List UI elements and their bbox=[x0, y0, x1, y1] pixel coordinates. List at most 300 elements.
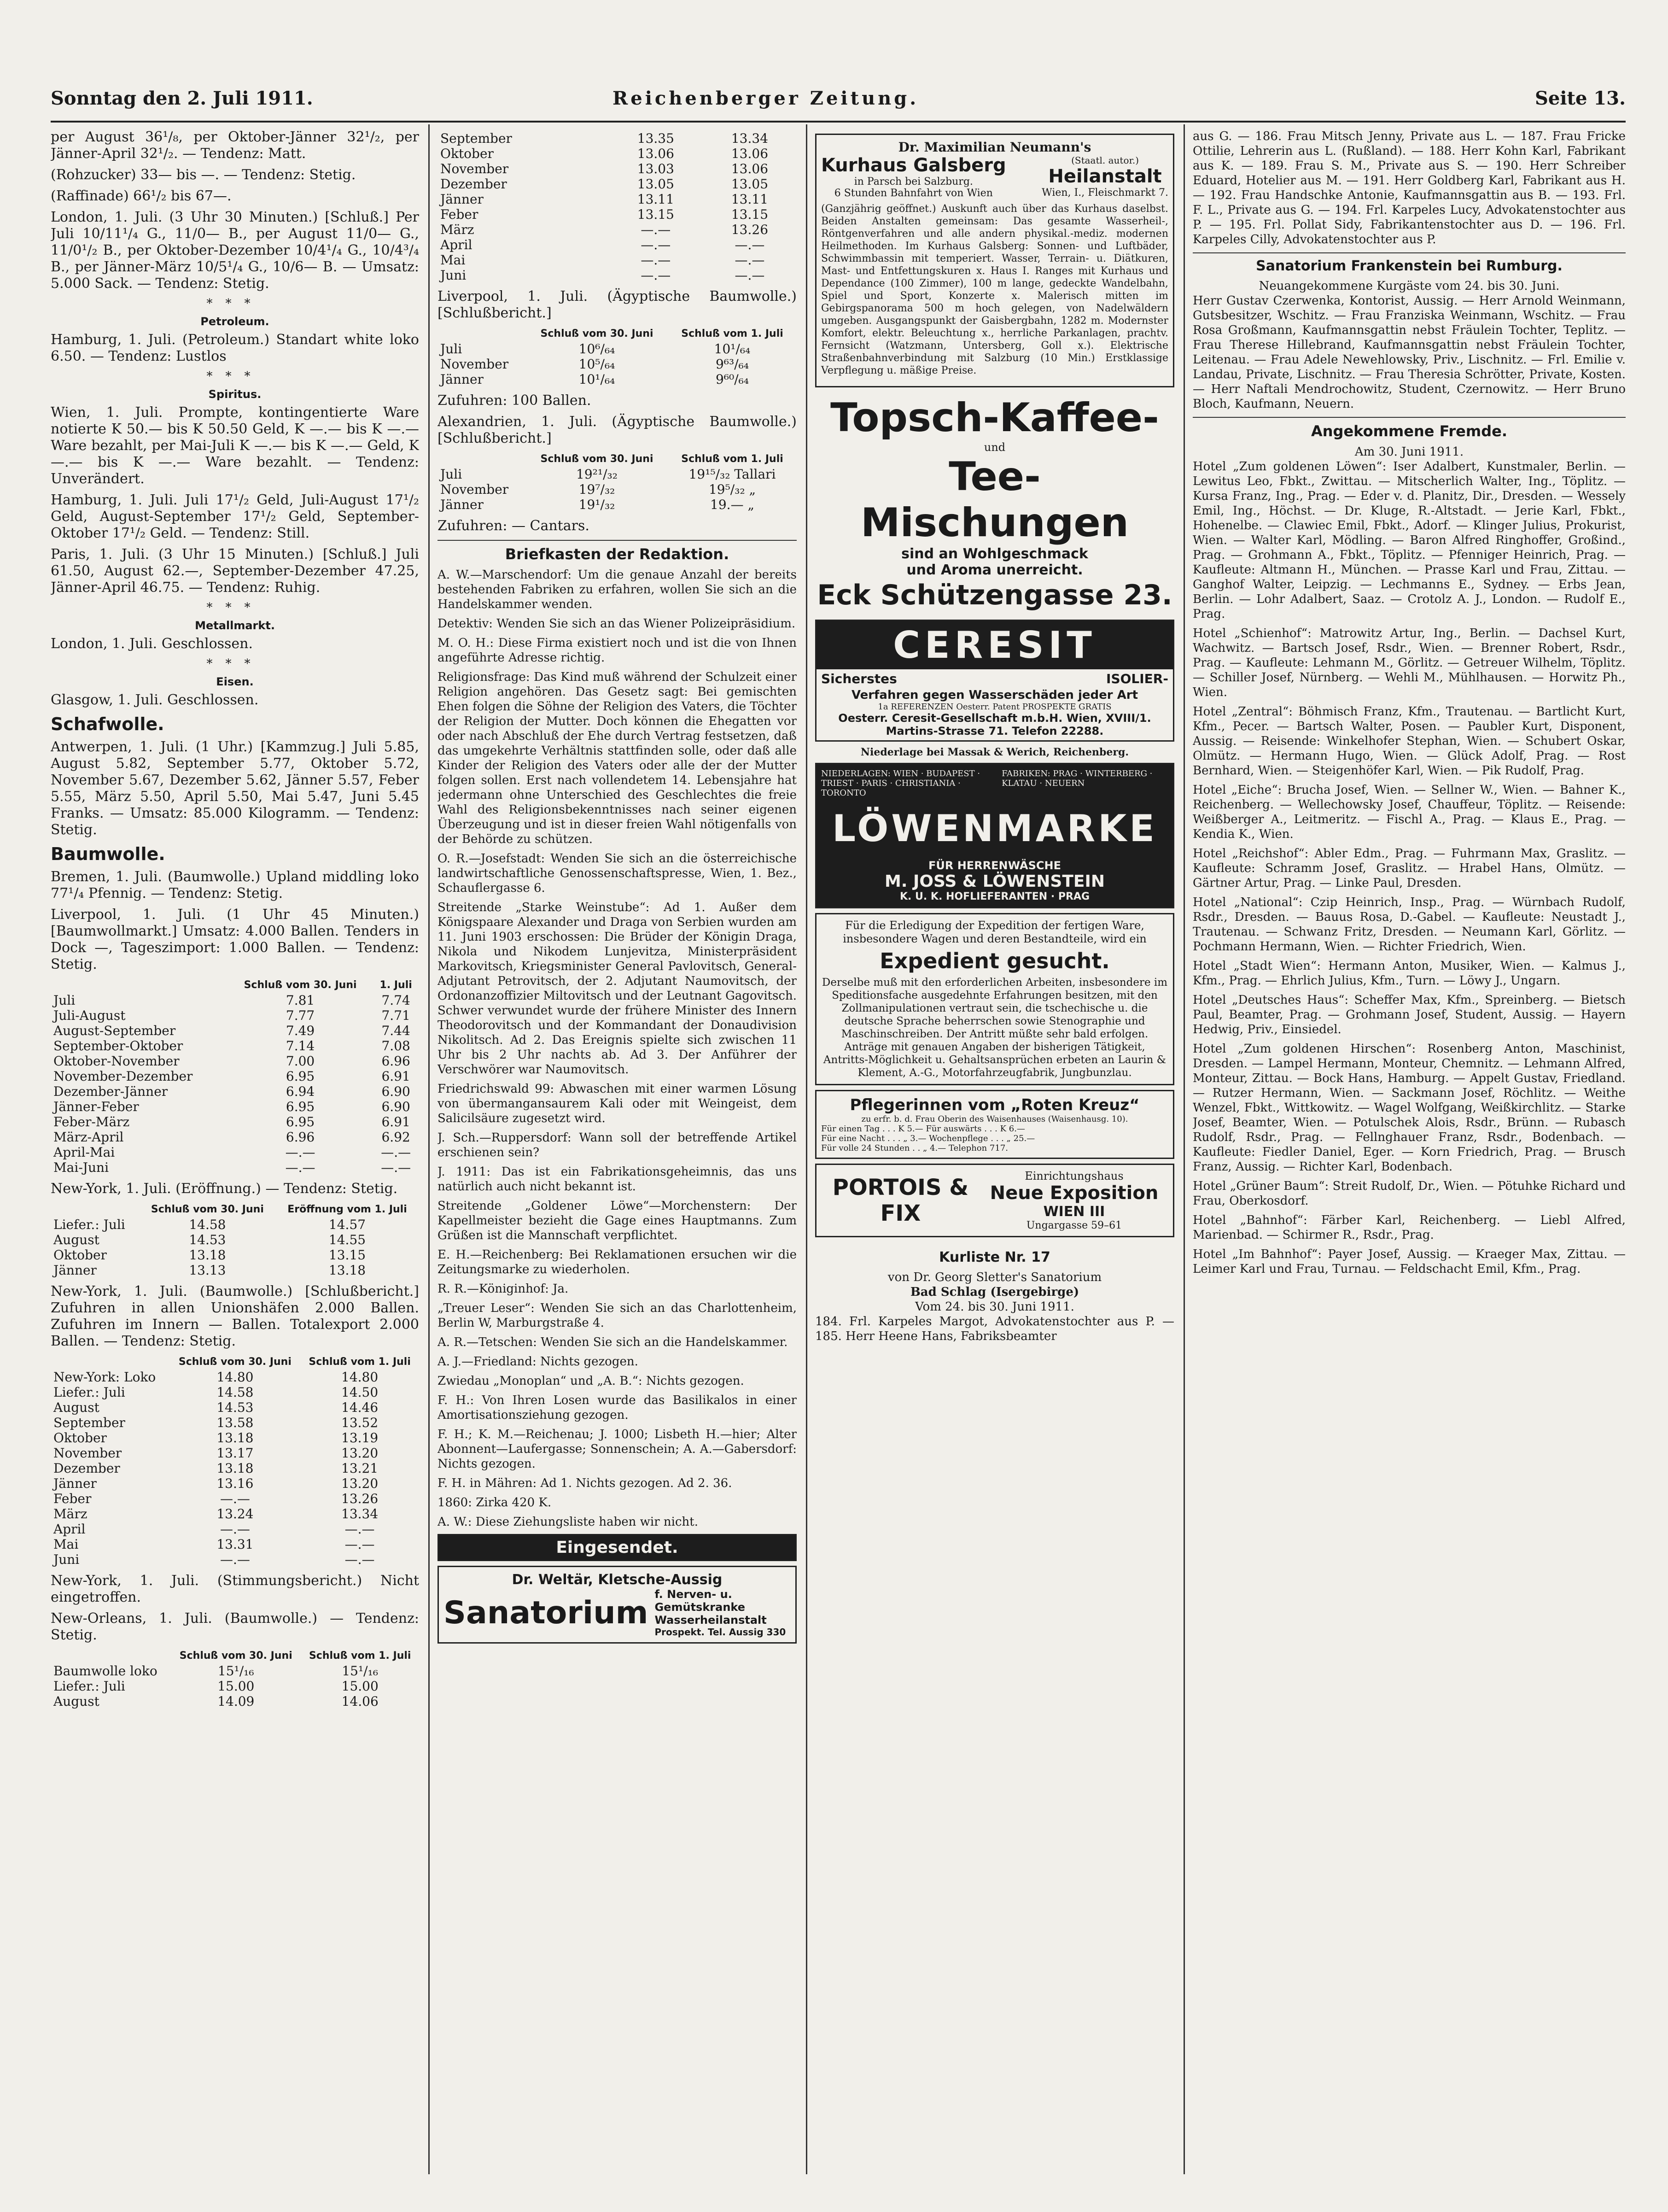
table-cell: 6.96 bbox=[381, 1053, 410, 1069]
ad-body: Derselbe muß mit den erforderlichen Arbeiten, insbesondere im Speditionsfache ausgedehnte Erfahrungen besitzen, mit den Zollmanipulationen vertraut sein, die tschechische u. die deutsche Sprache beherrschen sowie Stenographie und Maschinschreiben. Der Antritt müßte sehr bald erfolgen. Anträge mit genauen Angaben der bisherigen Tätigkeit, Antritts-Möglichkeit u. Gehaltsansprüchen erbeten an Laurin & Klement, A.-G., Motorfahrzeugfabrik, Jungbunzlau. bbox=[822, 977, 1168, 1079]
loewenmarke-advertisement bbox=[815, 763, 1174, 908]
table-cell: 10¹/₆₄ bbox=[578, 372, 615, 387]
table-cell: 6.95 bbox=[286, 1069, 315, 1084]
table-row bbox=[51, 1129, 419, 1145]
table-cell: 13.35 bbox=[637, 131, 674, 146]
table-row bbox=[437, 482, 797, 497]
table-header-cell bbox=[51, 1354, 170, 1369]
hotel-guest-list: Hotel „Grüner Baum“: Streit Rudolf, Dr., Wien. — Pötuhke Richard und Frau, Oberkosdorf. bbox=[1193, 1179, 1626, 1208]
table-header-cell: Schluß vom 30. Juni bbox=[178, 1356, 292, 1368]
table-cell: Mai bbox=[53, 1537, 79, 1552]
table-cell: 13.03 bbox=[637, 161, 674, 176]
table-cell: 14.53 bbox=[216, 1400, 254, 1415]
ad-line: Einrichtungshaus bbox=[1025, 1170, 1124, 1182]
sanatorium-heading: Sanatorium Frankenstein bei Rumburg. bbox=[1193, 252, 1626, 274]
ad-sanatorium-word: Sanatorium bbox=[443, 1594, 648, 1631]
letter-reply: Streitende „Starke Weinstube“: Ad 1. Außer dem Königspaare Alexander und Draga von Serbien wurden am 11. Juni 1903 erschossen: Die Brüder der Königin Draga, Nikola und Nikodem Lunjevitza, Ministerpräsident Markovitsch, Kriegsminister General Pavlovitsch, General-Adjutant Petrovitsch, der 2. Adjutant Naumovitsch, der Ordonanzoffizier Miltovitsch und der Leutnant Gagovitsch. Schwer verwundet wurde der frühere Minister des Innern Theodorovitsch und der Kommandant der Donaudivision Nikolitsch. Ad 2. Das Ereignis spielte sich zwischen 11 Uhr bis 2 Uhr nachts ab. Ad 3. Der Anführer der Verschwörer war Naumovitsch. bbox=[437, 901, 797, 1077]
market-paragraph: Glasgow, 1. Juli. Geschlossen. bbox=[51, 692, 259, 708]
table-cell: 7.49 bbox=[286, 1023, 315, 1038]
market-paragraph: Paris, 1. Juli. (3 Uhr 15 Minuten.) [Schluß.] Juli 61.50, August 62.—, September-Dezember 47.25, Jänner-April 46.75. — Tendenz: Ruhig. bbox=[51, 546, 419, 596]
table-cell: Dezember bbox=[53, 1461, 120, 1476]
letter-reply: E. H.—Reichenberg: Bei Reklamationen ersuchen wir die Zeitungsmarke zu wiederholen. bbox=[437, 1248, 797, 1276]
market-paragraph: New-York, 1. Juli. (Baumwolle.) [Schlußbericht.] Zufuhren in allen Unionshäfen 2.000 Ballen. Zufuhren im Innern — Ballen. Totalexport 2.000 Ballen. — Tendenz: Stetig. bbox=[51, 1283, 419, 1349]
market-paragraph: Liverpool, 1. Juli. (Ägyptische Baumwolle.) [Schlußbericht.] bbox=[437, 288, 797, 321]
market-paragraph: Alexandrien, 1. Juli. (Ägyptische Baumwolle.) [Schlußbericht.] bbox=[437, 414, 797, 446]
table-cell: Jänner bbox=[440, 372, 484, 387]
table-header-row bbox=[51, 1648, 419, 1663]
header-rule bbox=[51, 121, 1626, 123]
table-cell: 14.80 bbox=[341, 1369, 379, 1385]
market-paragraph: Hamburg, 1. Juli. (Petroleum.) Standart white loko 6.50. — Tendenz: Lustlos bbox=[51, 332, 419, 364]
table-cell: 13.15 bbox=[731, 207, 769, 222]
table-cell: 13.05 bbox=[731, 176, 769, 192]
table-cell: —.— bbox=[735, 252, 765, 268]
ad-line: 1a REFERENZEN Oesterr. Patent PROSPEKTE GRATIS bbox=[878, 702, 1112, 712]
table-cell: August bbox=[53, 1400, 99, 1415]
market-paragraph: New-York, 1. Juli. (Stimmungsbericht.) Nicht eingetroffen. bbox=[51, 1573, 419, 1605]
price-table bbox=[437, 451, 797, 512]
market-paragraph: Liverpool, 1. Juli. (1 Uhr 45 Minuten.) [Baumwollmarkt.] Umsatz: 4.000 Ballen. Tenders in Dock —, Tageszimport: 1.000 Ballen. — Tendenz: Stetig. bbox=[51, 907, 419, 972]
table-row bbox=[437, 357, 797, 372]
table-row bbox=[437, 372, 797, 387]
letter-reply: M. O. H.: Diese Firma existiert noch und ist die von Ihnen angeführte Adresse richtig. bbox=[437, 636, 797, 665]
ad-line: und bbox=[984, 441, 1006, 454]
table-cell: 19¹/₃₂ bbox=[578, 497, 615, 512]
ad-line: FABRIKEN: PRAG · WINTERBERG · KLATAU · NEUERN bbox=[1002, 769, 1153, 788]
column-advertisements bbox=[815, 129, 1174, 2193]
table-row bbox=[51, 1491, 419, 1506]
table-cell: 15¹/₁₆ bbox=[342, 1663, 379, 1679]
ad-line: Für eine Nacht . . . „ 3.— Wochenpflege . . . „ 25.— bbox=[821, 1134, 1035, 1143]
table-header-cell: Schluß vom 1. Juli bbox=[309, 1650, 411, 1662]
table-cell: 14.06 bbox=[341, 1694, 379, 1709]
table-cell: —.— bbox=[735, 268, 765, 283]
price-table bbox=[51, 1354, 419, 1567]
table-cell: Oktober bbox=[53, 1430, 107, 1445]
table-cell: 6.94 bbox=[286, 1084, 315, 1099]
ad-line: Heilanstalt bbox=[1048, 166, 1162, 187]
letter-reply: A. W.—Marschendorf: Um die genaue Anzahl der bereits bestehenden Fabriken zu erfahren, wollen Sie sich an die Handelskammer wenden. bbox=[437, 568, 797, 611]
hotel-guest-list: Hotel „Bahnhof“: Färber Karl, Reichenberg. — Liebl Alfred, Marienbad. — Schirmer R., Rsdr., Prag. bbox=[1193, 1213, 1626, 1242]
table-cell: September bbox=[440, 131, 512, 146]
ad-brand: LÖWENMARKE bbox=[832, 807, 1157, 850]
letter-reply: Streitende „Goldener Löwe“—Morchenstern: Der Kapellmeister bezieht die Gage eines Hauptmanns. Zum Grüßen ist die Mannschaft verpflichtet. bbox=[437, 1199, 797, 1242]
table-cell: Dezember-Jänner bbox=[53, 1084, 168, 1099]
table-cell: —.— bbox=[641, 237, 671, 252]
table-cell: 14.58 bbox=[189, 1217, 226, 1232]
table-cell: 19⁵/₃₂ „ bbox=[708, 482, 756, 497]
ad-line: NIEDERLAGEN: WIEN · BUDAPEST · TRIEST · PARIS · CHRISTIANIA · TORONTO bbox=[821, 769, 980, 798]
table-cell: 13.20 bbox=[341, 1476, 379, 1491]
table-cell: November bbox=[440, 482, 509, 497]
table-cell: Juni bbox=[440, 268, 467, 283]
table-cell: 7.77 bbox=[286, 1008, 315, 1023]
table-cell: 10¹/₆₄ bbox=[714, 341, 751, 357]
letter-reply: A. W.: Diese Ziehungsliste haben wir nicht. bbox=[437, 1515, 699, 1529]
ad-line: Oesterr. Ceresit-Gesellschaft m.b.H. Wien, XVIII/1. bbox=[838, 712, 1151, 725]
table-row bbox=[51, 1663, 419, 1679]
hotel-guest-list: Hotel „Schienhof“: Matrowitz Artur, Ing., Berlin. — Dachsel Kurt, Wachwitz. — Bartsch Josef, Rsdr., Wien. — Brenner Robert, Rsdr., Prag. — Kaufleute: Lehmann M., Görlitz. — Getreuer Wilhelm, Töplitz. — Schiller Josef, Nürnberg. — Wehli M., Mühlhausen. — Horwitz Ph., Wien. bbox=[1193, 626, 1626, 699]
table-row bbox=[51, 1232, 419, 1247]
table-row bbox=[51, 1023, 419, 1038]
ad-line: Für volle 24 Stunden . . „ 4.— Telephon 717. bbox=[821, 1143, 1009, 1153]
section-heading: Spiritus. bbox=[208, 388, 262, 401]
table-cell: 13.26 bbox=[731, 222, 769, 237]
ad-line: 6 Stunden Bahnfahrt von Wien bbox=[834, 187, 993, 199]
table-cell: 14.58 bbox=[216, 1385, 254, 1400]
table-row bbox=[51, 1247, 419, 1263]
table-cell: 13.18 bbox=[189, 1247, 226, 1263]
ad-line: M. JOSS & LÖWENSTEIN bbox=[884, 872, 1105, 891]
ad-line: K. U. K. HOFLIEFERANTEN · PRAG bbox=[899, 891, 1090, 902]
sanatorium-advertisement bbox=[437, 1566, 797, 1644]
section-heading: Metallmarkt. bbox=[195, 619, 275, 632]
column-markets-2 bbox=[437, 129, 797, 2193]
table-header-row bbox=[51, 977, 419, 993]
ceresit-advertisement bbox=[815, 620, 1174, 742]
table-cell: 6.95 bbox=[286, 1114, 315, 1129]
hotel-guest-list: Hotel „Deutsches Haus“: Scheffer Max, Kfm., Spreinberg. — Bietsch Paul, Beamter, Prag. — Grohmann Josef, Student, Aussig. — Hayern Hedwig, Priv., Einsiedel. bbox=[1193, 993, 1626, 1036]
ad-line: in Parsch bei Salzburg. bbox=[854, 176, 973, 187]
table-row bbox=[51, 1053, 419, 1069]
market-paragraph: London, 1. Juli. (3 Uhr 30 Minuten.) [Schluß.] Per Juli 10/11¹/₄ G., 11/0— B., per August 11/0— G., 11/0¹/₂ B., per Oktober-Dezember 10/4¹/₄ G., 10/4³/₄ B., per Jänner-März 10/5¹/₄ G., 10/6— B. — Umsatz: 5.000 Sack. — Tendenz: Stetig. bbox=[51, 209, 419, 292]
table-cell: —.— bbox=[641, 268, 671, 283]
letters-heading: Briefkasten der Redaktion. bbox=[437, 540, 797, 563]
table-cell: 13.05 bbox=[637, 176, 674, 192]
table-row bbox=[51, 1506, 419, 1521]
market-paragraph: Bremen, 1. Juli. (Baumwolle.) Upland middling loko 77¹/₄ Pfennig. — Tendenz: Stetig. bbox=[51, 869, 419, 901]
guest-list-subtitle: Neuangekommene Kurgäste vom 24. bis 30. Juni. bbox=[1259, 279, 1560, 293]
table-cell: 13.16 bbox=[216, 1476, 254, 1491]
guest-list-paragraph: Herr Gustav Czerwenka, Kontorist, Aussig. — Herr Arnold Weinmann, Gutsbesitzer, Wschitz. — Frau Franziska Weinmann, Wschitz. — Frau Rosa Großmann, Kaufmannsgattin nebst Fräulein Tochter, Teplitz. — Frau Therese Hillebrand, Kaufmannsgattin nebst Fräulein Tochter, Leitenau. — Frau Adele Newehlowsky, Priv., Lischnitz. — Frl. Emilie v. Landau, Private, Lischnitz. — Frau Theresia Schrötter, Private, Kosten. — Herr Naftali Mendrochowitz, Student, Czernowitz. — Herr Bruno Bloch, Kaufmann, Neuern. bbox=[1193, 294, 1626, 411]
table-row bbox=[437, 467, 797, 482]
table-row bbox=[437, 222, 797, 237]
hotel-guest-list: Hotel „Zentral“: Böhmisch Franz, Kfm., Trautenau. — Bartlicht Kurt, Kfm., Pecer. — Bartsch Walter, Posen. — Paubler Kurt, Disponent, Aussig. — Reisende: Winkelhofer Stephan, Wien. — Schubert Oskar, Olmütz. — Hermann Hugo, Wien. — Glück Adolf, Prag. — Rost Bernhard, Wien. — Steigenhöfer Karl, Wien. — Pik Rudolf, Prag. bbox=[1193, 705, 1626, 778]
table-cell: 13.18 bbox=[216, 1430, 254, 1445]
ad-line: sind an Wohlgeschmack bbox=[901, 546, 1088, 562]
table-cell: 13.15 bbox=[637, 207, 674, 222]
table-row bbox=[51, 1099, 419, 1114]
table-header-cell: Schluß vom 30. Juni bbox=[244, 979, 357, 991]
table-row bbox=[437, 146, 797, 161]
letter-reply: Friedrichswald 99: Abwaschen mit einer warmen Lösung von übermangansaurem Kali oder mit Weingeist, dem Salicilsäure zugesetzt wird. bbox=[437, 1082, 797, 1125]
table-cell: 6.90 bbox=[381, 1084, 410, 1099]
table-cell: November bbox=[440, 161, 509, 176]
table-row bbox=[51, 1008, 419, 1023]
table-row bbox=[51, 1445, 419, 1461]
ad-name: Dr. Weltär, Kletsche-Aussig bbox=[512, 1572, 723, 1588]
table-cell: November bbox=[53, 1445, 122, 1461]
section-heading: Eisen. bbox=[216, 675, 254, 688]
table-cell: —.— bbox=[344, 1521, 375, 1537]
letter-reply: O. R.—Josefstadt: Wenden Sie sich an die österreichische landwirtschaftliche Genossenschaftspresse, Wien, 1. Bez., Schauflergasse 6. bbox=[437, 852, 797, 895]
table-cell: 13.06 bbox=[731, 161, 769, 176]
table-cell: 7.74 bbox=[381, 993, 410, 1008]
table-cell: 13.31 bbox=[216, 1537, 254, 1552]
table-cell: 14.57 bbox=[328, 1217, 366, 1232]
letter-reply: 1860: Zirka 420 K. bbox=[437, 1496, 552, 1510]
table-header-cell bbox=[51, 1648, 171, 1663]
table-cell: —.— bbox=[641, 252, 671, 268]
table-cell: Baumwolle loko bbox=[53, 1663, 157, 1679]
header-page-number: Seite 13. bbox=[1535, 88, 1626, 109]
table-header-cell: Schluß vom 30. Juni bbox=[179, 1650, 292, 1662]
table-cell: Juli bbox=[53, 993, 76, 1008]
ad-line: FÜR HERRENWÄSCHE bbox=[928, 859, 1061, 872]
table-cell: März bbox=[53, 1506, 87, 1521]
table-cell: 13.26 bbox=[341, 1491, 379, 1506]
section-separator: *** bbox=[206, 657, 263, 671]
market-paragraph: Zufuhren: 100 Ballen. bbox=[437, 392, 591, 409]
table-cell: 13.34 bbox=[341, 1506, 379, 1521]
table-row bbox=[51, 1038, 419, 1053]
table-cell: 6.95 bbox=[286, 1099, 315, 1114]
table-cell: April bbox=[440, 237, 472, 252]
header-date: Sonntag den 2. Juli 1911. bbox=[51, 88, 313, 109]
table-row bbox=[437, 268, 797, 283]
section-separator: *** bbox=[206, 601, 263, 614]
column-guest-lists bbox=[1193, 129, 1626, 2193]
table-row bbox=[51, 1145, 419, 1160]
table-row bbox=[437, 176, 797, 192]
table-header-cell: Schluß vom 30. Juni bbox=[151, 1204, 264, 1215]
ad-line: Ungargasse 59–61 bbox=[1026, 1220, 1122, 1231]
table-cell: —.— bbox=[381, 1145, 411, 1160]
table-header-cell: Schluß vom 1. Juli bbox=[681, 453, 783, 465]
letter-reply: F. H. in Mähren: Ad 1. Nichts gezogen. Ad 2. 36. bbox=[437, 1476, 732, 1490]
table-cell: September bbox=[53, 1415, 125, 1430]
hotel-guest-list: Hotel „Reichshof“: Abler Edm., Prag. — Fuhrmann Max, Graslitz. — Kaufleute: Schramm Josef, Graslitz. — Hrabel Hans, Olmütz. — Gärtner Artur, Prag. — Linke Paul, Dresden. bbox=[1193, 847, 1626, 890]
table-row bbox=[51, 1430, 419, 1445]
table-cell: 19⁷/₃₂ bbox=[578, 482, 615, 497]
table-cell: Jänner bbox=[440, 497, 484, 512]
table-row bbox=[51, 1400, 419, 1415]
market-paragraph: Zufuhren: — Cantars. bbox=[437, 518, 589, 534]
ad-line: Pflegerinnen vom „Roten Kreuz“ bbox=[850, 1096, 1140, 1114]
table-cell: Juli bbox=[440, 467, 462, 482]
arrivals-date: Am 30. Juni 1911. bbox=[1354, 445, 1464, 459]
table-cell: —.— bbox=[344, 1552, 375, 1567]
table-cell: —.— bbox=[285, 1145, 315, 1160]
table-cell: Oktober-November bbox=[53, 1053, 180, 1069]
table-cell: Feber-März bbox=[53, 1114, 130, 1129]
letter-reply: R. R.—Königinhof: Ja. bbox=[437, 1282, 569, 1296]
table-cell: 13.15 bbox=[328, 1247, 366, 1263]
column-markets-1 bbox=[51, 129, 419, 2193]
table-cell: 14.09 bbox=[217, 1694, 255, 1709]
letter-reply: J. Sch.—Ruppersdorf: Wann soll der betreffende Artikel erschienen sein? bbox=[437, 1131, 797, 1159]
table-header-row bbox=[437, 451, 797, 467]
column-divider bbox=[428, 124, 430, 2174]
table-header-cell bbox=[51, 977, 228, 993]
table-cell: 6.91 bbox=[381, 1114, 410, 1129]
table-row bbox=[51, 1069, 419, 1084]
table-cell: Liefer.: Juli bbox=[53, 1217, 125, 1232]
table-cell: —.— bbox=[220, 1491, 250, 1506]
table-header-cell: Schluß vom 1. Juli bbox=[681, 328, 783, 339]
hotel-guest-list: Hotel „Zum goldenen Löwen“: Iser Adalbert, Kunstmaler, Berlin. — Lewitus Leo, Fbkt., Zwittau. — Mitscherlich Walter, Ing., Töplitz. — Kursa Franz, Ing., Prag. — Eder v. d. Planitz, Dir., Dresden. — Wessely Emil, Ing., Höchst. — Dr. Kluge, R.-Altstadt. — Jerie Karl, Fbkt., Hohenelbe. — Clawiec Emil, Fbkt., Adorf. — Klinger Julius, Prokurist, Wien. — Walter Karl, Mödling. — Baron Alfred Ringhoffer, Großind., Prag. — Grohmann A., Fbkt., Töplitz. — Pfenniger Heinrich, Prag. — Kaufleute: Altmann H., München. — Prasse Karl und Frau, Zittau. — Ganghof Walter, Leipzig. — Lechmanns E., Sydney. — Erbs Jean, Berlin. — Lohr Adalbert, Saaz. — Crotolz A. J., London. — Rudolf E., Prag. bbox=[1193, 460, 1626, 621]
table-cell: Jänner bbox=[440, 192, 484, 207]
ad-line: Niederlage bei Massak & Werich, Reichenberg. bbox=[860, 746, 1129, 758]
table-cell: Feber bbox=[53, 1491, 92, 1506]
table-header-row bbox=[437, 326, 797, 341]
table-cell: Jänner bbox=[53, 1476, 97, 1491]
table-header-row bbox=[51, 1354, 419, 1369]
ad-line: f. Nerven- u. Gemütskranke bbox=[654, 1588, 745, 1614]
table-cell: Jänner-Feber bbox=[53, 1099, 139, 1114]
kurliste-entry: 184. Frl. Karpeles Margot, Advokatenstochter aus P. — 185. Herr Heene Hans, Fabriksbeamter bbox=[815, 1315, 1174, 1343]
table-cell: Mai bbox=[440, 252, 466, 268]
portois-fix-advertisement bbox=[815, 1164, 1174, 1237]
ad-line: Martins-Strasse 71. Telefon 22288. bbox=[886, 725, 1104, 737]
ad-line: (Staatl. autor.) bbox=[1071, 155, 1139, 166]
table-header-cell bbox=[51, 1202, 140, 1217]
ad-line: und Aroma unerreicht. bbox=[906, 562, 1083, 578]
ad-brand: CERESIT bbox=[817, 621, 1173, 669]
letter-reply: A. R.—Tetschen: Wenden Sie sich an die Handelskammer. bbox=[437, 1335, 788, 1349]
table-cell: Juni bbox=[53, 1552, 80, 1567]
table-cell: März-April bbox=[53, 1129, 124, 1145]
market-paragraph: New-York, 1. Juli. (Eröffnung.) — Tendenz: Stetig. bbox=[51, 1181, 398, 1197]
ad-line: Topsch-Kaffee- bbox=[830, 395, 1159, 441]
hotel-guest-list: Hotel „National“: Czip Heinrich, Insp., Prag. — Würnbach Rudolf, Rsdr., Dresden. — Bauus Rosa, D.-Gabel. — Kaufleute: Neustadt J., Trautenau. — Schwanz Fritz, Dresden. — Neumann Karl, Görlitz. — Pochmann Hermann, Wien. — Richter Friedrich, Wien. bbox=[1193, 895, 1626, 954]
table-cell: 15.00 bbox=[217, 1679, 255, 1694]
table-cell: 10⁶/₆₄ bbox=[578, 341, 615, 357]
table-row bbox=[51, 1263, 419, 1278]
table-cell: 13.21 bbox=[341, 1461, 379, 1476]
table-cell: 7.00 bbox=[286, 1053, 315, 1069]
hotel-guest-list: Hotel „Stadt Wien“: Hermann Anton, Musiker, Wien. — Kalmus J., Kfm., Prag. — Ehrlich Julius, Kfm., Turn. — Löwy J., Ungarn. bbox=[1193, 959, 1626, 988]
table-cell: September-Oktober bbox=[53, 1038, 183, 1053]
kurliste-line: Vom 24. bis 30. Juni 1911. bbox=[915, 1300, 1074, 1314]
table-cell: 6.90 bbox=[381, 1099, 410, 1114]
ad-line: ISOLIER- bbox=[1106, 671, 1168, 686]
table-cell: 6.91 bbox=[381, 1069, 410, 1084]
letter-reply: Zwiedau „Monoplan“ und „A. B.“: Nichts gezogen. bbox=[437, 1374, 744, 1388]
ad-line: Für die Erledigung der Expedition der fertigen Ware, insbesondere Wagen und deren Bestandteile, wird ein bbox=[843, 919, 1147, 945]
table-row bbox=[437, 192, 797, 207]
ad-line: WIEN III bbox=[1043, 1204, 1105, 1220]
table-cell: November-Dezember bbox=[53, 1069, 193, 1084]
letter-reply: J. 1911: Das ist ein Fabrikationsgeheimnis, das uns natürlich auch nicht bekannt ist. bbox=[437, 1165, 797, 1194]
expedient-job-advertisement bbox=[815, 913, 1174, 1085]
ad-line: Wasserheilanstalt bbox=[654, 1614, 767, 1627]
table-cell: November bbox=[440, 357, 509, 372]
table-row bbox=[51, 1552, 419, 1567]
table-cell: 14.53 bbox=[189, 1232, 226, 1247]
table-cell: Oktober bbox=[440, 146, 494, 161]
table-cell: 13.58 bbox=[216, 1415, 254, 1430]
table-cell: 15.00 bbox=[341, 1679, 379, 1694]
table-header-cell bbox=[437, 326, 526, 341]
table-cell: 14.50 bbox=[341, 1385, 379, 1400]
table-cell: 7.81 bbox=[286, 993, 315, 1008]
table-header-cell: 1. Juli bbox=[379, 979, 412, 991]
kurliste-heading: Kurliste Nr. 17 bbox=[939, 1249, 1050, 1265]
table-cell: 9⁶³/₆₄ bbox=[715, 357, 749, 372]
ad-line: Wien, I., Fleischmarkt 7. bbox=[1042, 187, 1168, 199]
table-cell: 13.06 bbox=[731, 146, 769, 161]
table-cell: 13.11 bbox=[731, 192, 769, 207]
market-paragraph: Hamburg, 1. Juli. Juli 17¹/₂ Geld, Juli-August 17¹/₂ Geld, August-September 17¹/₂ Geld, September-Oktober 17¹/₂ Geld. — Tendenz: Still. bbox=[51, 492, 419, 541]
letter-reply: Religionsfrage: Das Kind muß während der Schulzeit einer Religion angehören. Das Gesetz sagt: Bei gemischten Ehen folgen die Söhne der Religion des Vaters, die Töchter der Religion der Mutter. Doch können die Ehegatten vor oder nach Abschluß der Ehe durch Vertrag festsetzen, daß das umgekehrte Verhältnis stattfinden solle, oder daß alle Kinder der Religion des Vaters oder alle der der Mutter folgen sollen. Erst nach vollendetem 14. Lebensjahre hat jedermann ohne Unterschied des Geschlechtes die freie Wahl des Religionsbekenntnisses nach seiner eigenen Überzeugung und ist in dieser freien Wahl nötigenfalls von der Behörde zu schützen. bbox=[437, 670, 797, 846]
table-row bbox=[51, 1369, 419, 1385]
ad-line: Prospekt. Tel. Aussig 330 bbox=[654, 1627, 786, 1638]
table-header-cell: Schluß vom 1. Juli bbox=[309, 1356, 411, 1368]
price-table bbox=[437, 131, 797, 283]
table-header-row bbox=[51, 1202, 419, 1217]
table-row bbox=[51, 1537, 419, 1552]
table-row bbox=[51, 1415, 419, 1430]
table-cell: Jänner bbox=[53, 1263, 97, 1278]
eingesendet-banner bbox=[437, 1534, 797, 1561]
ad-line: Neue Exposition bbox=[990, 1182, 1159, 1204]
section-heading-large: Schafwolle. bbox=[51, 714, 164, 734]
table-cell: Juli bbox=[440, 341, 462, 357]
table-cell: 7.71 bbox=[381, 1008, 410, 1023]
table-cell: April bbox=[53, 1521, 86, 1537]
price-table bbox=[51, 977, 419, 1175]
table-cell: Feber bbox=[440, 207, 478, 222]
table-row bbox=[51, 1385, 419, 1400]
hotel-guest-list: Hotel „Eiche“: Brucha Josef, Wien. — Sellner W., Wien. — Bahner K., Reichenberg. — Wellechowsky Josef, Chauffeur, Töplitz. — Reisende: Weißberger A., Leitmeritz. — Fischl A., Prag. — Klaus E., Prag. — Kendia K., Wien. bbox=[1193, 783, 1626, 841]
table-cell: New-York: Loko bbox=[53, 1369, 156, 1385]
table-cell: 14.46 bbox=[341, 1400, 379, 1415]
ad-body: (Ganzjährig geöffnet.) Auskunft auch über das Kurhaus daselbst. Beiden Anstalten gemeinsam: Das gesamte Wasserheil-, Röntgenverfahren und alle andern physikal.-mediz. modernen Heilmethoden. Im Kurhaus Galsberg: Sonnen- und Luftbäder, Schwimmbassin mit temperiert. Wasser, Terrain- u. Diätkuren, Mast- und Entfettungskuren x. Haus I. Ranges mit Kurhaus und Dependance (100 Zimmer), 100 m lange, gedeckte Wandelbahn, Spiel und Sport, Konzerte x. Malerisch mitten im Gebirgspanorama 500 m hoch gelegen, von Nadelwäldern umgeben. Ausgangspunkt der Gaisbergbahn, 1282 m. Modernster Komfort, elektr. Beleuchtung x., herrliche Parkanlagen, prachtv. Fernsicht (Watzmann, Untersberg, Goll x.). Elektrische Straßenbahnverbindung mit Salzburg (10 Min.) Erstklassige Verpflegung u. mäßige Preise. bbox=[821, 203, 1168, 376]
table-row bbox=[51, 1679, 419, 1694]
ad-line: Eck Schützengasse 23. bbox=[817, 579, 1172, 611]
table-cell: 15¹/₁₆ bbox=[217, 1663, 254, 1679]
kurhaus-advertisement bbox=[815, 134, 1174, 387]
table-cell: 13.18 bbox=[216, 1461, 254, 1476]
table-row bbox=[437, 341, 797, 357]
table-cell: 13.11 bbox=[637, 192, 674, 207]
letter-reply: F. H.; K. M.—Reichenau; J. 1000; Lisbeth H.—hier; Alter Abonnent—Laufergasse; Sonnenschein; A. A.—Gabersdorf: Nichts gezogen. bbox=[437, 1428, 797, 1471]
table-row bbox=[437, 237, 797, 252]
table-cell: 19²¹/₃₂ bbox=[576, 467, 618, 482]
table-row bbox=[437, 161, 797, 176]
table-header-cell: Schluß vom 30. Juni bbox=[540, 328, 653, 339]
table-row bbox=[437, 207, 797, 222]
table-cell: März bbox=[440, 222, 474, 237]
ad-line: Kurhaus Galsberg bbox=[821, 155, 1006, 176]
table-cell: Oktober bbox=[53, 1247, 107, 1263]
market-paragraph: Wien, 1. Juli. Prompte, kontingentierte Ware notierte K 50.— bis K 50.50 Geld, K —.— bis K —.— Ware bezahlt, per Mai-Juli K —.— bis K —.— Geld, K —.— bis K —.— Ware bezahlt. — Tendenz: Unverändert. bbox=[51, 404, 419, 487]
ad-line: Verfahren gegen Wasserschäden jeder Art bbox=[851, 688, 1138, 702]
table-cell: August-September bbox=[53, 1023, 176, 1038]
ad-line: Sicherstes bbox=[821, 671, 897, 686]
section-heading: Petroleum. bbox=[200, 315, 269, 328]
market-paragraph: (Raffinade) 66¹/₂ bis 67—. bbox=[51, 188, 232, 204]
ad-line: Tee-Mischungen bbox=[860, 454, 1129, 546]
section-separator: *** bbox=[206, 369, 263, 383]
table-cell: 13.52 bbox=[341, 1415, 379, 1430]
table-cell: Liefer.: Juli bbox=[53, 1679, 125, 1694]
table-cell: 13.17 bbox=[216, 1445, 254, 1461]
table-cell: 14.80 bbox=[216, 1369, 254, 1385]
column-divider bbox=[1184, 124, 1185, 2174]
table-row bbox=[51, 1114, 419, 1129]
table-cell: 9⁶⁰/₆₄ bbox=[715, 372, 749, 387]
table-cell: Liefer.: Juli bbox=[53, 1385, 125, 1400]
table-cell: Mai-Juni bbox=[53, 1160, 109, 1175]
table-cell: —.— bbox=[220, 1521, 250, 1537]
page-header bbox=[51, 88, 1626, 115]
table-cell: 6.96 bbox=[286, 1129, 315, 1145]
ad-line: Dr. Maximilian Neumann's bbox=[898, 140, 1091, 155]
table-cell: 13.19 bbox=[341, 1430, 379, 1445]
hotel-guest-list: Hotel „Im Bahnhof“: Payer Josef, Aussig. — Kraeger Max, Zittau. — Leimer Karl und Frau, Turnau. — Feldschacht Emil, Kfm., Prag. bbox=[1193, 1247, 1626, 1276]
